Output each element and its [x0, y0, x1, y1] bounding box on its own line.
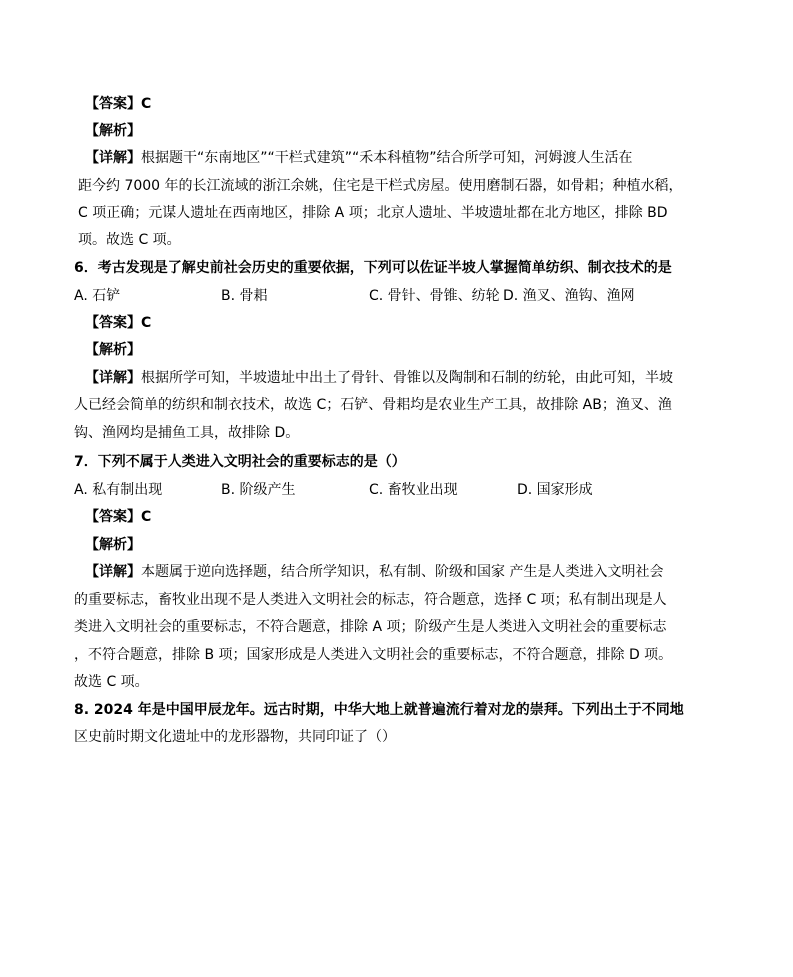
detail-line-7-1 [85, 562, 663, 582]
question-8-stem-line-1: 8. 2024 年是中国甲辰龙年。远古时期，中华大地上就普遍流行着对龙的崇拜。下列出土于不同地 [74, 702, 684, 718]
analysis-label-6: 【解析】 [85, 342, 141, 358]
detail-text-7-1: 本题属于逆向选择题，结合所学知识，私有制、阶级和国家 产生是人类进入文明社会 [141, 564, 664, 580]
detail-line-7-3: 类进入文明社会的重要标志，不符合题意，排除 A 项；阶级产生是人类进入文明社会的重要标志 [74, 619, 667, 635]
detail-line-7-5: 故选 C 项。 [74, 674, 149, 690]
q7-option-c: C. 畜牧业出现 [369, 482, 458, 498]
detail-line-6-1 [85, 368, 673, 388]
q6-option-a: A. 石铲 [74, 288, 121, 304]
answer-label-5: 【答案】C [85, 96, 152, 112]
q7-option-d: D. 国家形成 [517, 482, 593, 498]
detail-tag-6: 【详解】 [85, 370, 141, 386]
detail-tag-7: 【详解】 [85, 564, 141, 580]
q7-option-a: A. 私有制出现 [74, 482, 163, 498]
detail-line-7-4: ，不符合题意，排除 B 项；国家形成是人类进入文明社会的重要标志，不符合题意，排除 D 项。 [74, 647, 673, 663]
detail-line-7-2: 的重要标志，畜牧业出现不是人类进入文明社会的标志，符合题意，选择 C 项；私有制出现是人 [74, 592, 667, 608]
question-8-stem-line-2: 区史前时期文化遗址中的龙形器物，共同印证了（） [74, 729, 396, 745]
q6-option-d: D. 渔叉、渔钩、渔网 [503, 288, 635, 304]
detail-line-5-1 [85, 148, 633, 168]
detail-text-6-1: 根据所学可知，半坡遗址中出土了骨针、骨锥以及陶制和石制的纺轮，由此可知，半坡 [141, 370, 673, 386]
q6-option-b: B. 骨耜 [221, 288, 268, 304]
q7-option-b: B. 阶级产生 [221, 482, 296, 498]
detail-text-5-1: 根据题干“东南地区”“干栏式建筑”“禾本科植物”结合所学可知，河姆渡人生活在 [141, 150, 633, 166]
analysis-label-7: 【解析】 [85, 537, 141, 553]
answer-label-7: 【答案】C [85, 509, 152, 525]
question-6-stem: 6．考古发现是了解史前社会历史的重要依据，下列可以佐证半坡人掌握简单纺织、制衣技术的是 [74, 260, 672, 276]
q6-option-c: C. 骨针、骨锥、纺轮 [369, 288, 500, 304]
question-7-stem: 7．下列不属于人类进入文明社会的重要标志的是（） [74, 454, 406, 470]
detail-line-6-3: 钩、渔网均是捕鱼工具，故排除 D。 [74, 425, 300, 441]
detail-line-5-4: 项。故选 C 项。 [78, 232, 181, 248]
detail-line-6-2: 人已经会简单的纺织和制衣技术，故选 C；石铲、骨耜均是农业生产工具，故排除 AB；渔叉、渔 [74, 397, 672, 413]
detail-line-5-2: 距今约 7000 年的长江流域的浙江余姚，住宅是干栏式房屋。使用磨制石器，如骨耜；种植水稻， [78, 178, 683, 194]
analysis-label-5: 【解析】 [85, 123, 141, 139]
answer-label-6: 【答案】C [85, 315, 152, 331]
detail-tag-5: 【详解】 [85, 150, 141, 166]
detail-line-5-3: C 项正确；元谋人遗址在西南地区，排除 A 项；北京人遗址、半坡遗址都在北方地区，排除 BD [78, 205, 668, 221]
